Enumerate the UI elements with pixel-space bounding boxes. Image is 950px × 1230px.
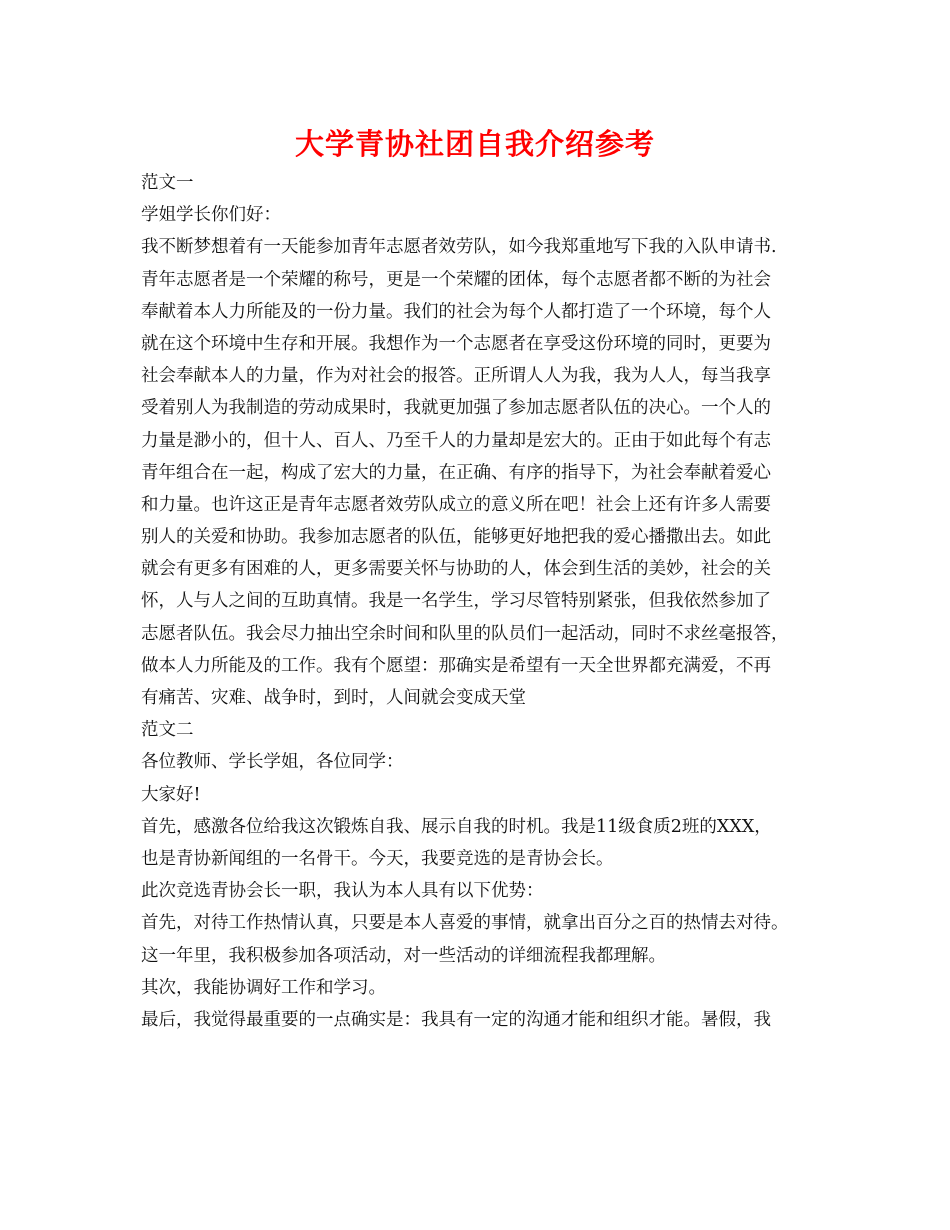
text-line: 受着别人为我制造的劳动成果时，我就更加强了参加志愿者队伍的决心。一个人的 (141, 398, 771, 419)
text-line: 有痛苦、灾难、战争时，到时，人间就会变成天堂 (141, 688, 526, 708)
text-line: 别人的关爱和协助。我参加志愿者的队伍，能够更好地把我的爱心播撒出去。如此 (141, 527, 771, 548)
text-line: 首先，感激各位给我这次锻炼自我、展示自我的时机。我是11级食质2班的XXX， (141, 816, 772, 837)
text-line: 最后，我觉得最重要的一点确实是：我具有一定的沟通才能和组织才能。暑假，我 (141, 1009, 771, 1030)
text-line: 学姐学长你们好： (141, 205, 281, 226)
text-line: 社会奉献本人的力量，作为对社会的报答。正所谓人人为我，我为人人，每当我享 (141, 366, 771, 387)
text-line: 各位教师、学长学姐，各位同学： (141, 752, 404, 773)
text-line: 志愿者队伍。我会尽力抽出空余时间和队里的队员们一起活动，同时不求丝毫报答， (141, 623, 789, 644)
text-line: 做本人力所能及的工作。我有个愿望：那确实是希望有一天全世界都充满爱，不再 (141, 655, 771, 676)
text-line: 这一年里，我积极参加各项活动，对一些活动的详细流程我都理解。 (141, 945, 666, 966)
text-line: 大家好! (141, 784, 201, 805)
text-line: 就会有更多有困难的人，更多需要关怀与协助的人，体会到生活的美妙，社会的关 (141, 559, 771, 580)
text-line: 我不断梦想着有一天能参加青年志愿者效劳队，如今我郑重地写下我的入队申请书. (141, 237, 777, 258)
text-line: 范文二 (141, 720, 194, 741)
text-line: 怀，人与人之间的互助真情。我是一名学生，学习尽管特别紧张，但我依然参加了 (141, 591, 771, 612)
text-line: 和力量。也许这正是青年志愿者效劳队成立的意义所在吧！社会上还有许多人需要 (141, 494, 771, 515)
text-line: 也是青协新闻组的一名骨干。今天，我要竞选的是青协会长。 (141, 848, 614, 869)
document-body (141, 167, 831, 1036)
document-title: 大学青协社团自我介绍参考 (294, 127, 655, 161)
text-line: 此次竞选青协会长一职，我认为本人具有以下优势： (141, 881, 544, 902)
text-line: 青年组合在一起，构成了宏大的力量，在正确、有序的指导下，为社会奉献着爱心 (141, 462, 771, 483)
text-line: 力量是渺小的，但十人、百人、乃至千人的力量却是宏大的。正由于如此每个有志 (141, 430, 771, 451)
text-line: 首先，对待工作热情认真，只要是本人喜爱的事情，就拿出百分之百的热情去对待。 (141, 913, 789, 934)
text-line: 奉献着本人力所能及的一份力量。我们的社会为每个人都打造了一个环境，每个人 (141, 301, 771, 322)
text-line: 其次，我能协调好工作和学习。 (141, 977, 386, 998)
text-line: 范文一 (141, 173, 194, 193)
text-line: 青年志愿者是一个荣耀的称号，更是一个荣耀的团体，每个志愿者都不断的为社会 (141, 269, 771, 290)
text-line: 就在这个环境中生存和开展。我想作为一个志愿者在享受这份环境的同时，更要为 (141, 333, 771, 354)
